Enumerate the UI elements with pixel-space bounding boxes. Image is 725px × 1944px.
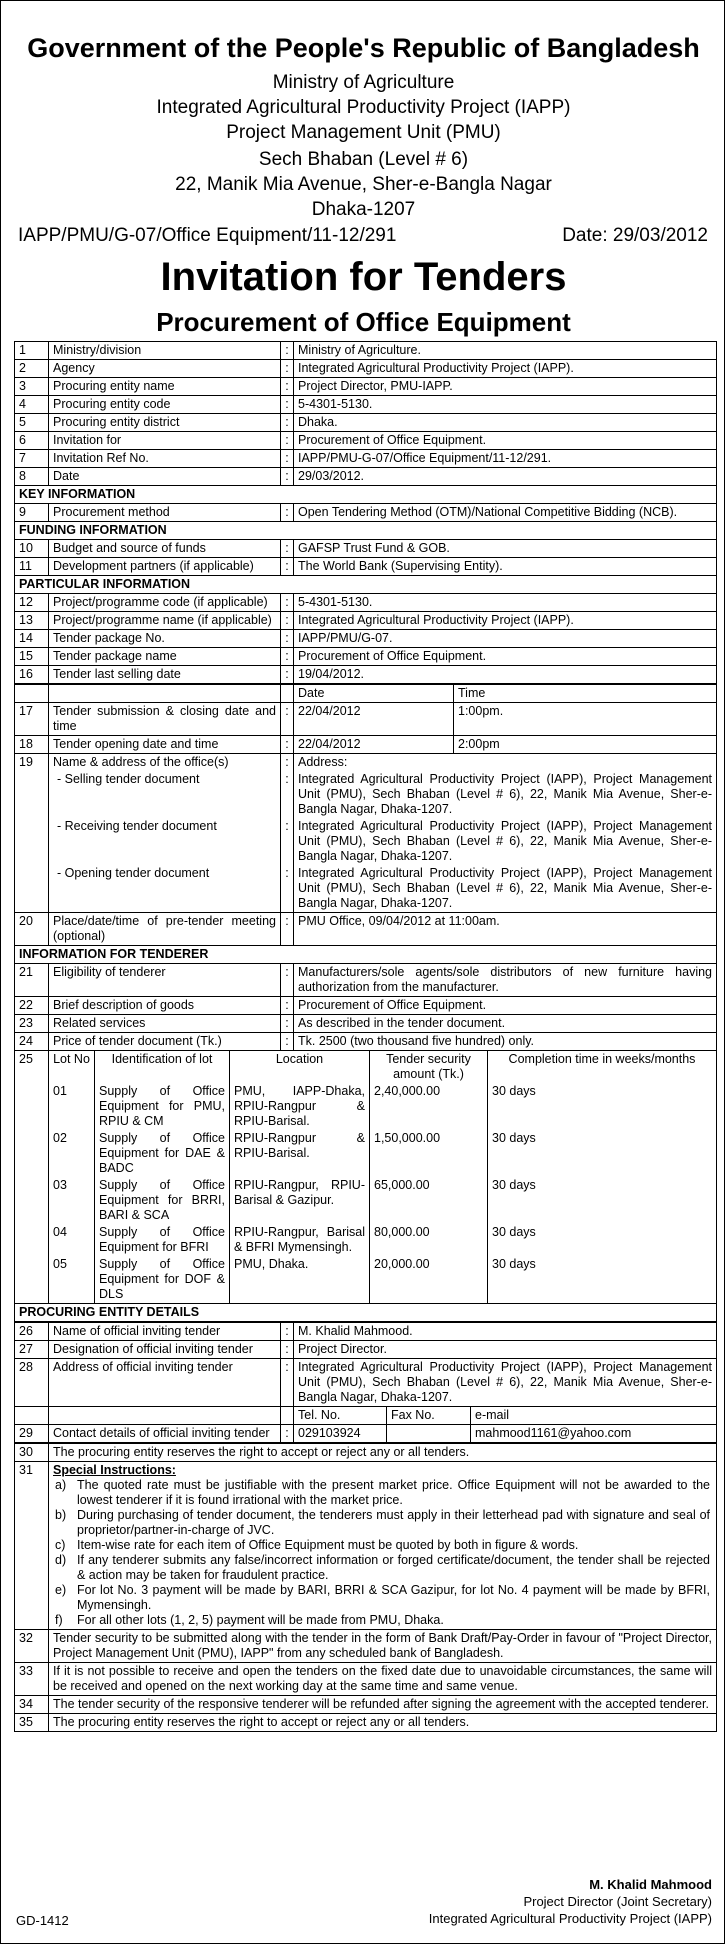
row-value: 29/03/2012. <box>294 468 717 486</box>
row-number: 3 <box>15 378 49 396</box>
section-key-information: KEY INFORMATION <box>15 486 717 504</box>
row-number: 2 <box>15 360 49 378</box>
submission-date: 22/04/2012 <box>294 703 454 736</box>
instruction-key: d) <box>55 1553 67 1567</box>
instruction-key: e) <box>55 1583 67 1597</box>
table-row <box>15 468 717 486</box>
lot-identification: Supply of Office Equipment for BFRI <box>95 1224 230 1256</box>
row-label: Budget and source of funds <box>49 540 281 558</box>
row-colon: : <box>281 432 294 450</box>
row-label: Project/programme code (if applicable) <box>49 594 281 612</box>
ministry-line: Ministry of Agriculture <box>272 72 455 93</box>
section-particular-information: PARTICULAR INFORMATION <box>15 576 717 594</box>
location-header: Location <box>230 1051 370 1083</box>
row-colon: : <box>281 558 294 576</box>
building-line: Sech Bhaban (Level # 6) <box>258 149 469 170</box>
row-label: Procuring entity name <box>49 378 281 396</box>
office-item-label: - Opening tender document <box>49 865 281 913</box>
table-row <box>15 1462 717 1630</box>
lots-table <box>14 1051 717 1322</box>
row-number: 9 <box>15 504 49 522</box>
row-number-blank <box>15 1256 49 1304</box>
row-value: Dhaka. <box>294 414 717 432</box>
lot-location: PMU, IAPP-Dhaka, RPIU-Rangpur & RPIU-Barisal. <box>230 1083 370 1130</box>
row-number: 12 <box>15 594 49 612</box>
office-item-address: Integrated Agricultural Productivity Project (IAPP), Project Management Unit (PMU), Sech Bhaban (Level # 6), 22, Manik Mia Avenue, Sher-e-Bangla Nagar, Dhaka-1207. <box>294 818 717 865</box>
instruction-key: f) <box>55 1613 63 1627</box>
lot-identification: Supply of Office Equipment for DAE & BADC <box>95 1130 230 1177</box>
pmu-line: Project Management Unit (PMU) <box>226 122 501 143</box>
row-number: 14 <box>15 630 49 648</box>
entity-table <box>14 1322 717 1443</box>
row-number: 35 <box>15 1714 49 1732</box>
row-value: Project Director, PMU-IAPP. <box>294 378 717 396</box>
lot-location: RPIU-Rangpur, RPIU-Barisal & Gazipur. <box>230 1177 370 1224</box>
table-row <box>15 396 717 414</box>
row-number: 8 <box>15 468 49 486</box>
table-row <box>15 414 717 432</box>
office-item-address: Integrated Agricultural Productivity Project (IAPP), Project Management Unit (PMU), Sech Bhaban (Level # 6), 22, Manik Mia Avenue, Sher-e-Bangla Nagar, Dhaka-1207. <box>294 771 717 818</box>
table-row <box>15 703 717 736</box>
lot-number: 05 <box>49 1256 95 1304</box>
row-value: 5-4301-5130. <box>294 396 717 414</box>
city-line: Dhaka-1207 <box>311 199 416 220</box>
signatory-title: Project Director (Joint Secretary) <box>523 1894 712 1909</box>
row-colon: : <box>281 754 294 771</box>
instruction-item <box>53 1583 712 1613</box>
row-label: Address of official inviting tender <box>49 1359 281 1407</box>
row-number: 22 <box>15 997 49 1015</box>
row-colon: : <box>281 414 294 432</box>
opening-time: 2:00pm <box>454 736 717 754</box>
row-label: Related services <box>49 1015 281 1033</box>
row-label: Price of tender document (Tk.) <box>49 1033 281 1051</box>
row-value: Manufacturers/sole agents/sole distributors of new furniture having authorization from the manufacturer. <box>294 964 717 997</box>
row-colon: : <box>281 1323 294 1341</box>
table-row <box>15 1663 717 1696</box>
row-label: Tender package name <box>49 648 281 666</box>
row-colon: : <box>281 450 294 468</box>
section-information-for-tenderer: INFORMATION FOR TENDERER <box>15 946 717 964</box>
row-value: Integrated Agricultural Productivity Project (IAPP). <box>294 360 717 378</box>
lot-number: 01 <box>49 1083 95 1130</box>
row-number: 26 <box>15 1323 49 1341</box>
row-text: The procuring entity reserves the right to accept or reject any or all tenders. <box>49 1714 717 1732</box>
row-colon: : <box>281 997 294 1015</box>
row-number: 17 <box>15 703 49 736</box>
lot-row <box>15 1083 717 1130</box>
time-column-header: Time <box>454 685 717 703</box>
row-text: The tender security of the responsive tenderer will be refunded after signing the agreement with the accepted tenderer. <box>49 1696 717 1714</box>
table-row <box>15 997 717 1015</box>
row-colon: : <box>281 360 294 378</box>
lot-location: RPIU-Rangpur & RPIU-Barisal. <box>230 1130 370 1177</box>
row-colon: : <box>281 818 294 865</box>
row-colon: : <box>281 1033 294 1051</box>
lot-number: 02 <box>49 1130 95 1177</box>
notice-date: Date: 29/03/2012 <box>562 225 708 246</box>
special-instructions-title: Special Instructions: <box>53 1463 176 1477</box>
lot-completion-time: 30 days <box>488 1130 717 1177</box>
row-number: 18 <box>15 736 49 754</box>
table-row <box>15 1425 717 1443</box>
lot-row <box>15 1130 717 1177</box>
row-number: 7 <box>15 450 49 468</box>
row-text: If it is not possible to receive and open the tenders on the fixed date due to unavoidable circumstances, the same will be received and opened on the next working day at the same time and same venue. <box>49 1663 717 1696</box>
lot-identification: Supply of Office Equipment for DOF & DLS <box>95 1256 230 1304</box>
row-colon: : <box>281 396 294 414</box>
contact-header-row <box>15 1407 717 1425</box>
table-row <box>15 1015 717 1033</box>
email-header: e-mail <box>471 1407 717 1425</box>
row-label: Eligibility of tenderer <box>49 964 281 997</box>
lot-completion-time: 30 days <box>488 1256 717 1304</box>
table-row <box>15 1359 717 1407</box>
lot-security-amount: 80,000.00 <box>370 1224 488 1256</box>
email-address: mahmood1161@yahoo.com <box>471 1425 717 1443</box>
row-label: Procuring entity code <box>49 396 281 414</box>
row-colon: : <box>281 865 294 913</box>
row-label: Tender last selling date <box>49 666 281 684</box>
row-colon: : <box>281 913 294 946</box>
lot-completion-time: 30 days <box>488 1224 717 1256</box>
row-label: Place/date/time of pre-tender meeting (optional) <box>49 913 281 946</box>
row-number: 24 <box>15 1033 49 1051</box>
instruction-item <box>53 1553 712 1583</box>
instruction-text: The quoted rate must be justifiable with the present market price. Office Equipment will not be awarded to the lowest tenderer if it is found irrational with the market price. <box>77 1478 710 1507</box>
row-value: Tk. 2500 (two thousand five hundred) only. <box>294 1033 717 1051</box>
row-colon: : <box>281 666 294 684</box>
row-number: 20 <box>15 913 49 946</box>
official-designation: Project Director. <box>294 1341 717 1359</box>
lot-row <box>15 1256 717 1304</box>
row-label: Contact details of official inviting tender <box>49 1425 281 1443</box>
row-colon: : <box>281 1015 294 1033</box>
office-item-address: Integrated Agricultural Productivity Project (IAPP), Project Management Unit (PMU), Sech Bhaban (Level # 6), 22, Manik Mia Avenue, Sher-e-Bangla Nagar, Dhaka-1207. <box>294 865 717 913</box>
table-row <box>15 1341 717 1359</box>
row-number: 11 <box>15 558 49 576</box>
table-row <box>15 432 717 450</box>
row-number: 15 <box>15 648 49 666</box>
signature-block <box>382 1876 712 1927</box>
row-label: Tender package No. <box>49 630 281 648</box>
table-row <box>15 754 717 771</box>
table-row <box>15 913 717 946</box>
instruction-text: If any tenderer submits any false/incorrect information or forged certificate/document, the tender shall be rejected & action may be taken for fraudulent practice. <box>77 1553 710 1582</box>
lot-number: 03 <box>49 1177 95 1224</box>
instruction-text: For lot No. 3 payment will be made by BARI, BRRI & SCA Gazipur, for lot No. 4 payment will be made by BFRI, Mymensingh. <box>77 1583 710 1612</box>
basic-info-table <box>14 341 717 684</box>
instruction-key: a) <box>55 1478 67 1492</box>
row-value: Integrated Agricultural Productivity Project (IAPP). <box>294 612 717 630</box>
table-row <box>15 736 717 754</box>
row-number: 32 <box>15 1630 49 1663</box>
row-value: Address: <box>294 754 717 771</box>
row-number: 10 <box>15 540 49 558</box>
row-value: Procurement of Office Equipment. <box>294 997 717 1015</box>
row-number: 23 <box>15 1015 49 1033</box>
row-number: 16 <box>15 666 49 684</box>
row-value: IAPP/PMU/G-07. <box>294 630 717 648</box>
row-number: 33 <box>15 1663 49 1696</box>
row-number: 34 <box>15 1696 49 1714</box>
official-name: M. Khalid Mahmood. <box>294 1323 717 1341</box>
table-row <box>15 964 717 997</box>
table-row <box>15 1630 717 1663</box>
lot-security-amount: 1,50,000.00 <box>370 1130 488 1177</box>
row-label: Date <box>49 468 281 486</box>
row-number: 21 <box>15 964 49 997</box>
instructions-table <box>14 1443 717 1732</box>
row-label: Procurement method <box>49 504 281 522</box>
row-number-blank <box>15 1083 49 1130</box>
instruction-text: During purchasing of tender document, the tenderers must apply in their letterhead pad with signature and seal of proprietor/partner-in-charge of JVC. <box>77 1508 710 1537</box>
row-label: Name of official inviting tender <box>49 1323 281 1341</box>
row-label: Project/programme name (if applicable) <box>49 612 281 630</box>
instruction-key: c) <box>55 1538 66 1552</box>
table-row <box>15 360 717 378</box>
instruction-key: b) <box>55 1508 67 1522</box>
row-text: Tender security to be submitted along with the tender in the form of Bank Draft/Pay-Order in favour of "Project Director, Project Management Unit (PMU), IAPP" from any scheduled bank of Bangladesh. <box>49 1630 717 1663</box>
government-heading: Government of the People's Republic of Bangladesh <box>27 33 700 63</box>
table-row <box>15 666 717 684</box>
instruction-item <box>53 1538 712 1553</box>
row-value: Procurement of Office Equipment. <box>294 432 717 450</box>
row-colon: : <box>281 378 294 396</box>
lot-location: PMU, Dhaka. <box>230 1256 370 1304</box>
row-label: Procuring entity district <box>49 414 281 432</box>
row-colon: : <box>281 504 294 522</box>
row-number-blank <box>15 1177 49 1224</box>
row-label: Designation of official inviting tender <box>49 1341 281 1359</box>
table-row <box>15 648 717 666</box>
row-value: PMU Office, 09/04/2012 at 11:00am. <box>294 913 717 946</box>
signatory-organization: Integrated Agricultural Productivity Project (IAPP) <box>428 1911 712 1926</box>
office-item-label: - Selling tender document <box>49 771 281 818</box>
row-colon: : <box>281 594 294 612</box>
row-colon: : <box>281 1425 294 1443</box>
project-line: Integrated Agricultural Productivity Project (IAPP) <box>156 97 571 118</box>
identification-header: Identification of lot <box>95 1051 230 1083</box>
row-value: The World Bank (Supervising Entity). <box>294 558 717 576</box>
table-row <box>15 612 717 630</box>
street-line: 22, Manik Mia Avenue, Sher-e-Bangla Nagar <box>175 174 552 195</box>
row-colon: : <box>281 964 294 997</box>
lot-row <box>15 1224 717 1256</box>
row-colon: : <box>281 342 294 360</box>
table-row <box>15 1714 717 1732</box>
lot-identification: Supply of Office Equipment for PMU, RPIU & CM <box>95 1083 230 1130</box>
row-label: Invitation Ref No. <box>49 450 281 468</box>
schedule-table <box>14 684 717 754</box>
row-label: Tender submission & closing date and time <box>49 703 281 736</box>
opening-date: 22/04/2012 <box>294 736 454 754</box>
table-row <box>15 1696 717 1714</box>
date-column-header: Date <box>294 685 454 703</box>
row-number: 1 <box>15 342 49 360</box>
table-row <box>15 342 717 360</box>
table-row <box>15 1033 717 1051</box>
lot-number: 04 <box>49 1224 95 1256</box>
lot-no-header: Lot No <box>49 1051 95 1083</box>
table-row <box>15 540 717 558</box>
notice-header <box>1 1 725 337</box>
row-colon: : <box>281 771 294 818</box>
row-label: Development partners (if applicable) <box>49 558 281 576</box>
row-number: 28 <box>15 1359 49 1407</box>
table-row <box>15 504 717 522</box>
row-number: 13 <box>15 612 49 630</box>
row-colon: : <box>281 612 294 630</box>
table-row <box>15 630 717 648</box>
row-label: Brief description of goods <box>49 997 281 1015</box>
row-number-blank <box>15 1224 49 1256</box>
row-number-blank <box>15 1130 49 1177</box>
row-colon: : <box>281 648 294 666</box>
lot-security-amount: 65,000.00 <box>370 1177 488 1224</box>
row-number: 30 <box>15 1444 49 1462</box>
tel-number: 029103924 <box>294 1425 387 1443</box>
row-colon: : <box>281 468 294 486</box>
row-label: Invitation for <box>49 432 281 450</box>
instruction-item <box>53 1613 712 1628</box>
signatory-name: M. Khalid Mahmood <box>589 1877 712 1892</box>
submission-time: 1:00pm. <box>454 703 717 736</box>
table-row <box>15 450 717 468</box>
tel-header: Tel. No. <box>294 1407 387 1425</box>
lot-identification: Supply of Office Equipment for BRRI, BARI & SCA <box>95 1177 230 1224</box>
schedule-header-row <box>15 685 717 703</box>
row-number: 29 <box>15 1425 49 1443</box>
row-value: Procurement of Office Equipment. <box>294 648 717 666</box>
row-colon: : <box>281 1341 294 1359</box>
lot-location: RPIU-Rangpur, Barisal & BFRI Mymensingh. <box>230 1224 370 1256</box>
lot-row <box>15 1177 717 1224</box>
row-colon: : <box>281 736 294 754</box>
section-funding-information: FUNDING INFORMATION <box>15 522 717 540</box>
row-label: Ministry/division <box>49 342 281 360</box>
fax-number <box>387 1425 471 1443</box>
row-value: Open Tendering Method (OTM)/National Competitive Bidding (NCB). <box>294 504 717 522</box>
instruction-text: For all other lots (1, 2, 5) payment will be made from PMU, Dhaka. <box>77 1613 444 1627</box>
row-number: 19 <box>15 754 49 771</box>
row-value: 5-4301-5130. <box>294 594 717 612</box>
lot-security-amount: 20,000.00 <box>370 1256 488 1304</box>
instruction-text: Item-wise rate for each item of Office Equipment must be quoted by both in figure & words. <box>77 1538 579 1552</box>
row-colon: : <box>281 630 294 648</box>
section-procuring-entity-details: PROCURING ENTITY DETAILS <box>15 1304 717 1322</box>
table-row <box>15 865 717 913</box>
notice-title: Invitation for Tenders <box>160 255 567 299</box>
notice-body <box>14 341 717 1732</box>
row-value: Ministry of Agriculture. <box>294 342 717 360</box>
row-number: 6 <box>15 432 49 450</box>
lot-completion-time: 30 days <box>488 1177 717 1224</box>
lots-header-row <box>15 1051 717 1083</box>
notice-subtitle: Procurement of Office Equipment <box>156 307 571 337</box>
row-number: 31 <box>15 1462 49 1630</box>
instruction-item <box>53 1478 712 1508</box>
gd-code: GD-1412 <box>16 1913 69 1928</box>
fax-header: Fax No. <box>387 1407 471 1425</box>
office-address-table <box>14 754 717 1051</box>
row-number: 5 <box>15 414 49 432</box>
row-colon: : <box>281 1359 294 1407</box>
row-value: 19/04/2012. <box>294 666 717 684</box>
row-number: 27 <box>15 1341 49 1359</box>
table-row <box>15 1323 717 1341</box>
table-row <box>15 378 717 396</box>
completion-header: Completion time in weeks/months <box>488 1051 717 1083</box>
lot-completion-time: 30 days <box>488 1083 717 1130</box>
security-header: Tender security amount (Tk.) <box>370 1051 488 1083</box>
table-row <box>15 594 717 612</box>
row-value: IAPP/PMU-G-07/Office Equipment/11-12/291. <box>294 450 717 468</box>
special-instructions-list <box>53 1478 712 1628</box>
table-row <box>15 771 717 818</box>
row-label: Agency <box>49 360 281 378</box>
table-row <box>15 1444 717 1462</box>
table-row <box>15 818 717 865</box>
row-label: Name & address of the office(s) <box>49 754 281 771</box>
row-value: GAFSP Trust Fund & GOB. <box>294 540 717 558</box>
office-item-label: - Receiving tender document <box>49 818 281 865</box>
reference-number: IAPP/PMU/G-07/Office Equipment/11-12/291 <box>18 225 397 246</box>
instruction-item <box>53 1508 712 1538</box>
row-number: 4 <box>15 396 49 414</box>
table-row <box>15 558 717 576</box>
row-text: The procuring entity reserves the right to accept or reject any or all tenders. <box>49 1444 717 1462</box>
row-label: Tender opening date and time <box>49 736 281 754</box>
row-number: 25 <box>15 1051 49 1083</box>
official-address: Integrated Agricultural Productivity Project (IAPP), Project Management Unit (PMU), Sech Bhaban (Level # 6), 22, Manik Mia Avenue, Sher-e-Bangla Nagar, Dhaka-1207. <box>294 1359 717 1407</box>
row-value: As described in the tender document. <box>294 1015 717 1033</box>
row-colon: : <box>281 703 294 736</box>
row-colon: : <box>281 540 294 558</box>
lot-security-amount: 2,40,000.00 <box>370 1083 488 1130</box>
